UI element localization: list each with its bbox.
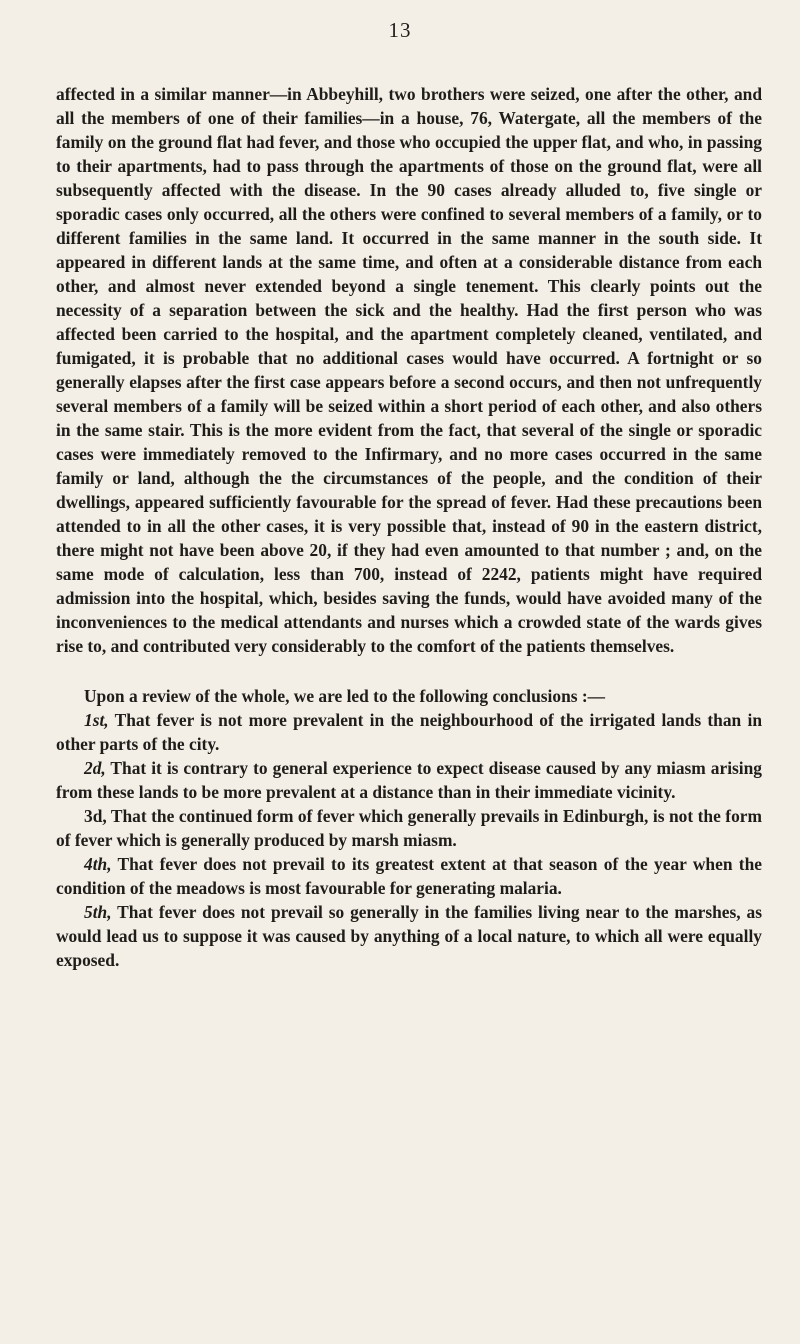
- paragraph-conclusions-intro: Upon a review of the whole, we are led to the following conclusions :—: [84, 686, 606, 706]
- conclusion-text: That fever does not prevail to its greatest extent at that season of the year when the condition of the meadows is most favourable for generating malaria.: [56, 854, 762, 898]
- conclusion-item: [56, 852, 762, 900]
- conclusion-ordinal: 4th,: [84, 854, 112, 874]
- conclusion-item: [56, 708, 762, 756]
- conclusion-item: [56, 756, 762, 804]
- conclusion-ordinal: 2d,: [84, 758, 106, 778]
- conclusion-text: That fever is not more prevalent in the neighbourhood of the irrigated lands than in other parts of the city.: [56, 710, 762, 754]
- conclusion-text: That fever does not prevail so generally in the families living near to the marshes, as would lead us to suppose it was caused by anything of a local nature, to which all were equally exposed.: [56, 902, 762, 970]
- conclusion-text: That it is contrary to general experience to expect disease caused by any miasm arising from these lands to be more prevalent at a distance than in their immediate vicinity.: [56, 758, 762, 802]
- page-number: 13: [388, 18, 412, 42]
- conclusion-item: [56, 900, 762, 972]
- conclusion-text: That the continued form of fever which generally prevails in Edinburgh, is not the form of fever which is generally produced by marsh miasm.: [56, 806, 762, 850]
- body-text: [56, 82, 762, 972]
- conclusion-ordinal: 3d,: [84, 806, 107, 826]
- conclusion-ordinal: 5th,: [84, 902, 112, 922]
- conclusion-item: [56, 804, 762, 852]
- conclusion-ordinal: 1st,: [84, 710, 109, 730]
- paragraph-epidemic-spread: affected in a similar manner—in Abbeyhill, two brothers were seized, one after the other, and all the members of one of their families—in a house, 76, Watergate, all the members of the family on the ground flat had fever, and those who occupied the upper flat, and who, in passing to their apartments, had to pass through the apartments of those on the ground flat, were all subsequently affected with the disease. In the 90 cases already alluded to, five single or sporadic cases only occurred, all the others were confined to several members of a family, or to different families in the same land. It occurred in the same manner in the south side. It appeared in different lands at the same time, and often at a considerable distance from each other, and almost never extended beyond a single tenement. This clearly points out the necessity of a separation between the sick and the healthy. Had the first person who was affected been carried to the hospital, and the apartment completely cleaned, ventilated, and fumigated, it is probable that no additional cases would have occurred. A fortnight or so generally elapses after the first case appears before a second occurs, and then not unfrequently several members of a family will be seized within a short period of each other, and also others in the same stair. This is the more evident from the fact, that several of the single or sporadic cases were immediately removed to the Infirmary, and no more cases occurred in the same family or land, although the the circumstances of the people, and the condition of their dwellings, appeared sufficiently favourable for the spread of fever. Had these precautions been attended to in all the other cases, it is very possible that, instead of 90 in the eastern district, there might not have been above 20, if they had even amounted to that number ; and, on the same mode of calculation, less than 700, instead of 2242, patients might have required admission into the hospital, which, besides saving the funds, would have avoided many of the inconveniences to the medical attendants and nurses which a crowded state of the wards gives rise to, and contributed very considerably to the comfort of the patients themselves.: [56, 84, 762, 656]
